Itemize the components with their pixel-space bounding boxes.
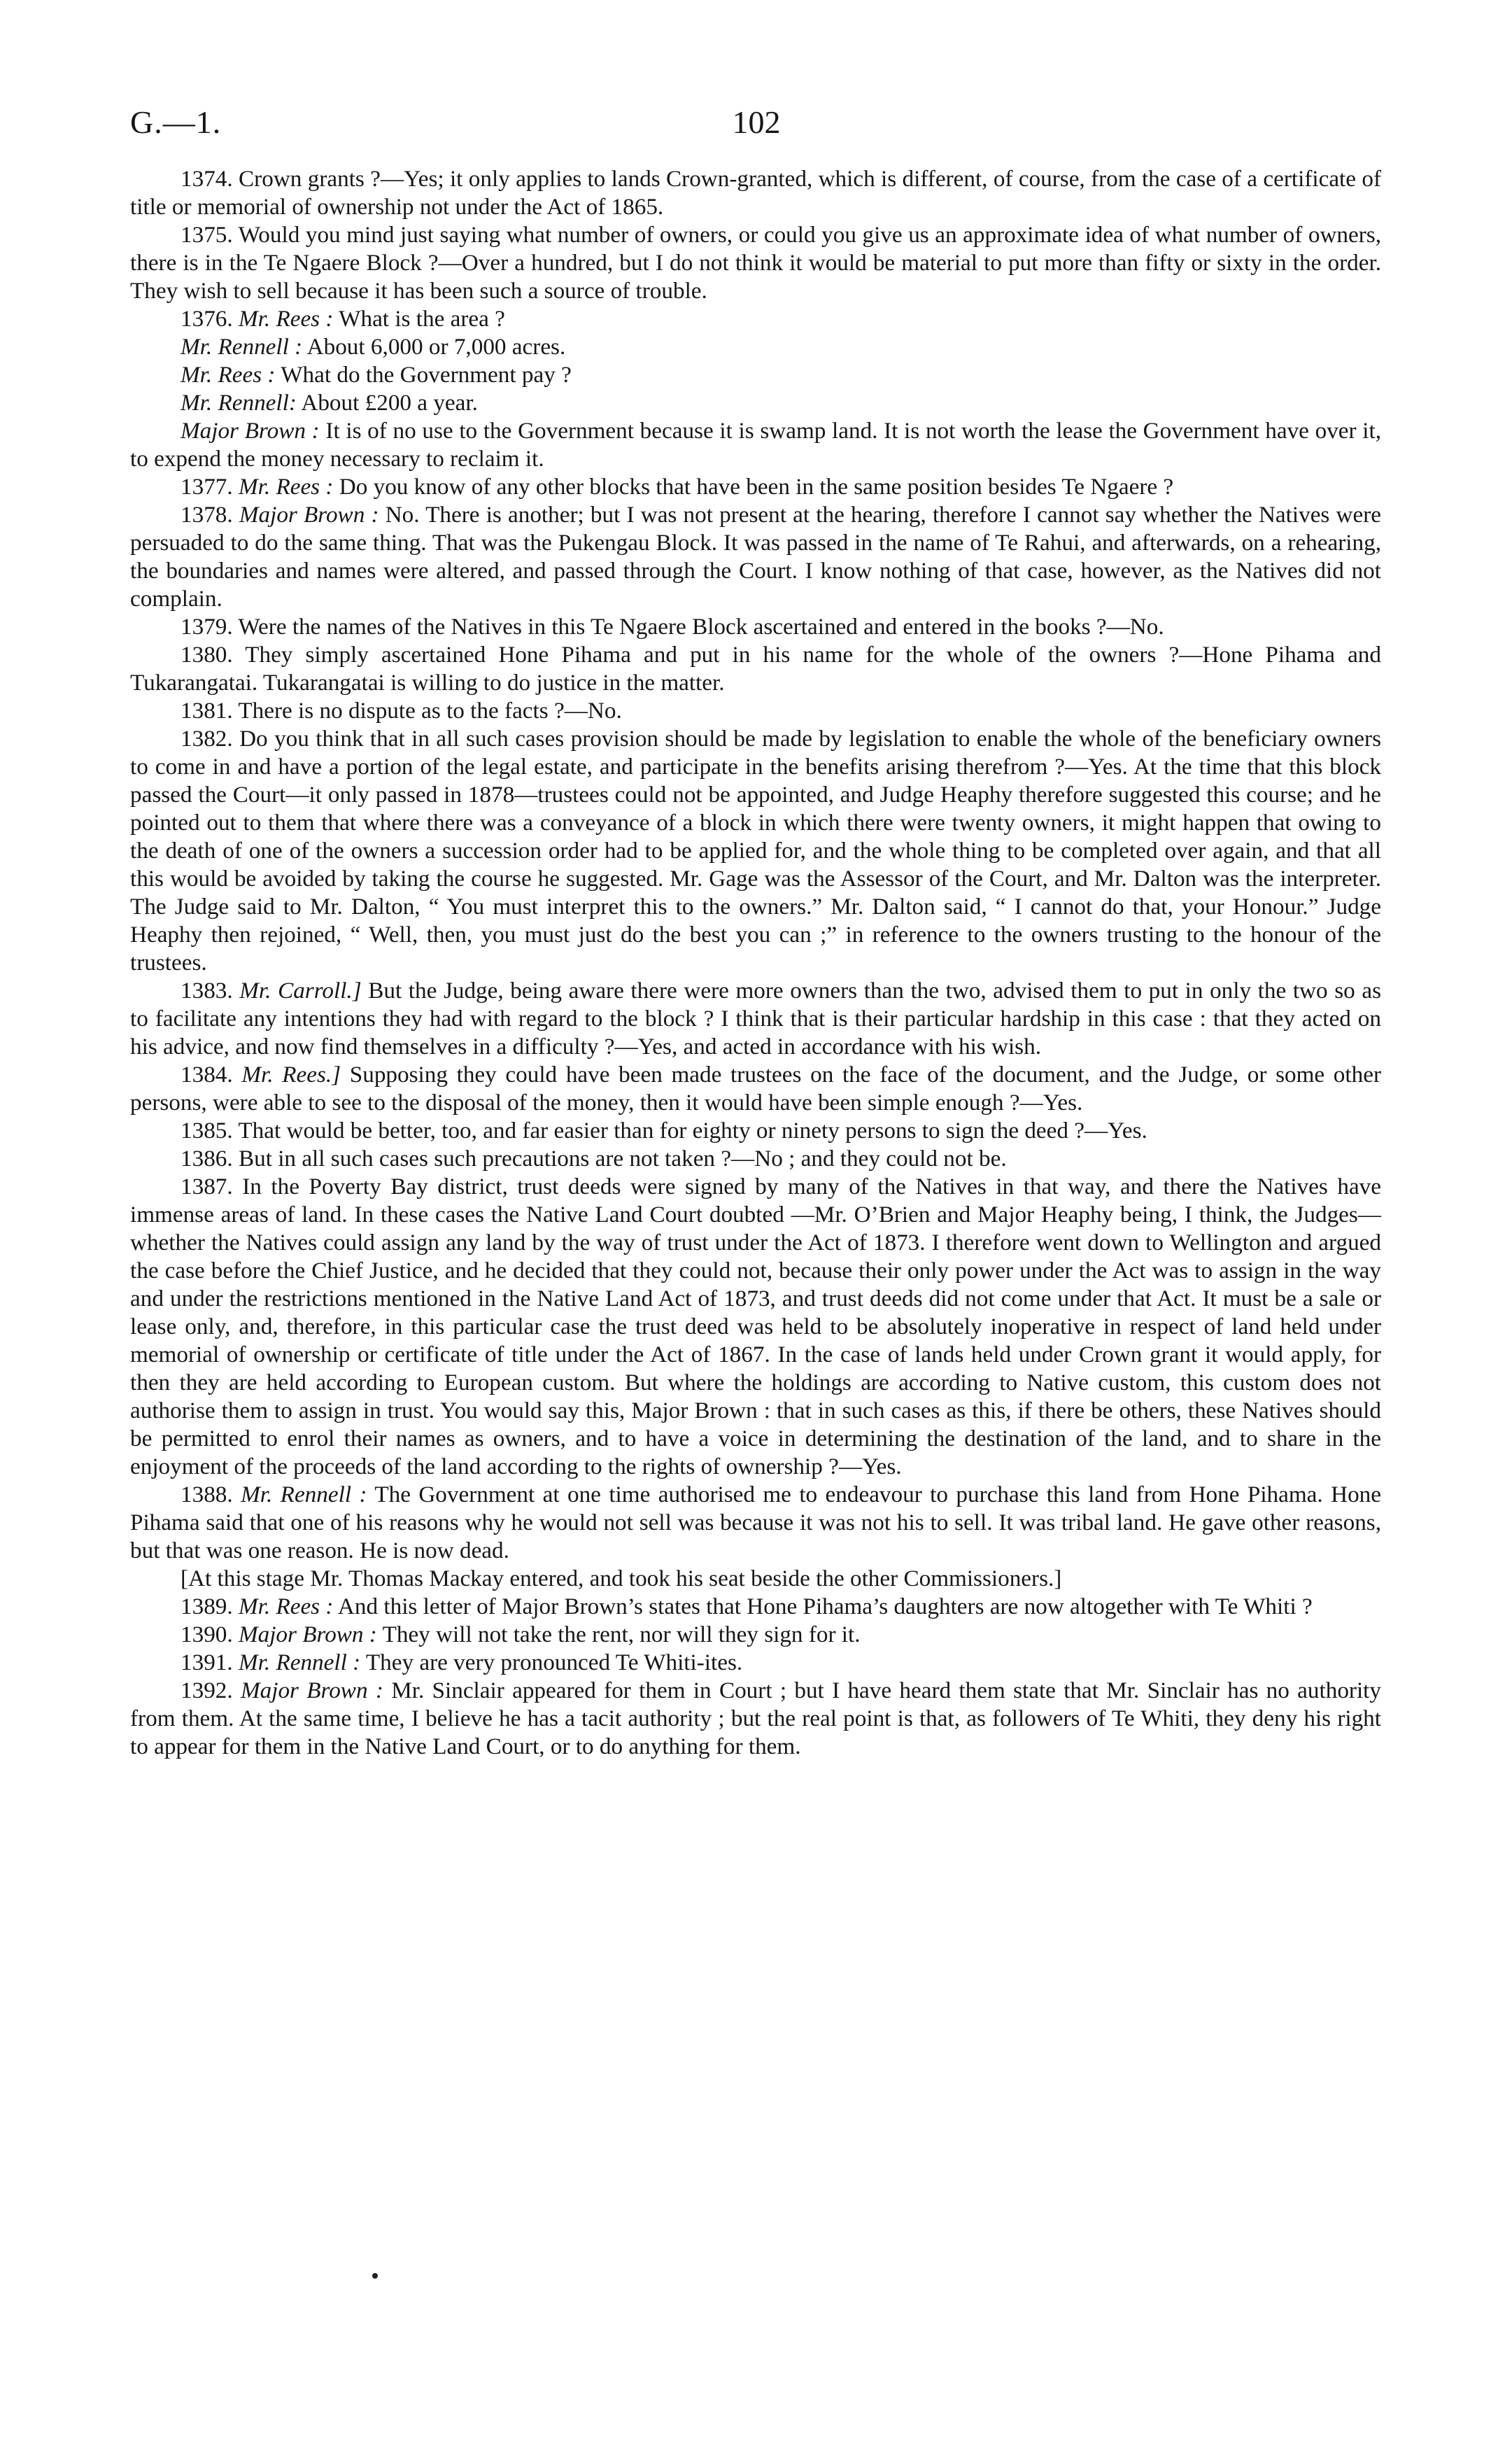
speaker-name: Mr. Rees : (181, 362, 276, 388)
question-number: 1385. (181, 1118, 233, 1144)
question-number: 1380. (181, 642, 233, 668)
paragraph-text: Do you think that in all such cases provision should be made by legislation to enable the whole of the beneficiary owners to come in and have a portion of the legal estate, and participate in the benefits arising therefrom ?—Yes. At the time that this block passed the Court—it only passed in 1878—trustees could not be appointed, and Judge Heaphy therefore suggested this course; and he pointed out to them that where there was a conveyance of a block in which there were twenty owners, it might happen that owing to the death of one of the owners a succession order had to be applied for, and the whole thing to be completed over again, and that all this would be avoided by taking the course he suggested. Mr. Gage was the Assessor of the Court, and Mr. Dalton was the interpreter. The Judge said to Mr. Dalton, “ You must interpret this to the owners.” Mr. Dalton said, “ I cannot do that, your Honour.” Judge Heaphy then rejoined, “ Well, then, you must just do the best you can ;” in reference to the owners trusting to the honour of the trustees. (130, 726, 1381, 976)
speaker-name: Mr. Rees : (238, 474, 334, 500)
paragraph-text: They simply ascertained Hone Pihama and put in his name for the whole of the owners ?—Hone Pihama and Tukarangatai. Tukarangatai is willing to do justice in the matter. (130, 642, 1381, 696)
paragraph-text: Crown grants ?—Yes; it only applies to lands Crown-granted, which is different, of course, from the case of a certificate of title or memorial of ownership not under the Act of 1865. (130, 166, 1382, 220)
question-paragraph (130, 1593, 1381, 1621)
paragraph-text: There is no dispute as to the facts ?—No. (238, 698, 622, 724)
question-number: 1376. (181, 306, 233, 332)
stray-mark (372, 2273, 378, 2279)
question-paragraph (130, 333, 1381, 361)
question-number: 1390. (181, 1622, 233, 1647)
question-paragraph (130, 641, 1381, 697)
speaker-name: Major Brown : (238, 1622, 377, 1647)
page-header (130, 104, 1383, 146)
paragraph-text: What do the Government pay ? (281, 362, 572, 388)
question-paragraph (130, 361, 1381, 389)
question-number: 1389. (181, 1594, 233, 1619)
question-paragraph (130, 613, 1381, 641)
paragraph-text: They will not take the rent, nor will they sign for it. (382, 1622, 861, 1647)
question-number: 1384. (181, 1062, 233, 1088)
paragraph-text: But the Judge, being aware there were more owners than the two, advised them to put in only the two so as to facilitate any intentions they had with regard to the block ? I think that is their particular hardship in this case : that they acted on his advice, and now find themselves in a difficulty ?—Yes, and acted in accordance with his wish. (130, 978, 1381, 1060)
question-paragraph (130, 389, 1381, 417)
page-number: 102 (732, 104, 781, 140)
speaker-name: Mr. Rees : (238, 1594, 334, 1619)
speaker-name: Mr. Rennell : (238, 1649, 361, 1675)
paragraph-text: Mr. Sinclair appeared for them in Court ; but I have heard them state that Mr. Sinclair has no authority from them. At the same time, I believe he has a tacit authority ; but the real point is that, as followers of Te Whiti, they deny his right to appear for them in the Native Land Court, or to do anything for them. (130, 1677, 1382, 1759)
paragraph-text: What is the area ? (339, 306, 505, 332)
question-number: 1391. (181, 1649, 233, 1675)
question-paragraph (130, 1677, 1381, 1761)
paragraph-text: About £200 a year. (301, 390, 478, 416)
question-number: 1379. (181, 614, 233, 640)
question-paragraph (130, 501, 1381, 613)
paragraph-text: About 6,000 or 7,000 acres. (306, 334, 566, 360)
paragraph-text: That would be better, too, and far easier than for eighty or ninety persons to sign the deed ?—Yes. (238, 1118, 1147, 1144)
paragraph-text: And this letter of Major Brown’s states that Hone Pihama’s daughters are now altogether with Te Whiti ? (337, 1594, 1313, 1619)
paragraph-text: Supposing they could have been made trustees on the face of the document, and the Judge, or some other persons, were able to see to the disposal of the money, then it would have been simple enough ?—Yes. (130, 1062, 1381, 1116)
question-number: 1381. (181, 698, 233, 724)
question-paragraph (130, 697, 1381, 725)
question-paragraph (130, 473, 1381, 501)
paragraph-text: [At this stage Mr. Thomas Mackay entered, and took his seat beside the other Commissioners.] (181, 1566, 1062, 1591)
paragraph-text: Would you mind just saying what number of owners, or could you give us an approximate idea of what number of owners, there is in the Te Ngaere Block ?—Over a hundred, but I do not think it would be material to put more than fifty or sixty in the order. They wish to sell because it has been such a source of trouble. (130, 222, 1381, 304)
question-paragraph (130, 221, 1381, 305)
paragraph-text: But in all such cases such precautions are not taken ?—No ; and they could not be. (238, 1146, 1007, 1172)
question-number: 1377. (181, 474, 233, 500)
question-paragraph (130, 1117, 1381, 1145)
paragraph-text: No. There is another; but I was not present at the hearing, therefore I cannot say whether the Natives were persuaded to do the same thing. That was the Pukengau Block. It was passed in the name of Te Rahui, and afterwards, on a rehearing, the boundaries and names were altered, and passed through the Court. I know nothing of that case, however, as the Natives did not complain. (130, 502, 1381, 612)
question-paragraph (130, 1145, 1381, 1173)
question-number: 1383. (181, 978, 233, 1004)
question-number: 1374. (181, 166, 233, 192)
question-paragraph (130, 1061, 1381, 1117)
question-paragraph (130, 1565, 1381, 1593)
speaker-name: Major Brown : (181, 418, 320, 444)
question-paragraph (130, 305, 1381, 333)
speaker-name: Major Brown : (240, 1677, 383, 1703)
speaker-name: Mr. Rees : (238, 306, 334, 332)
question-paragraph (130, 725, 1381, 977)
question-paragraph (130, 1481, 1381, 1565)
question-paragraph (130, 165, 1381, 221)
question-number: 1388. (181, 1482, 233, 1507)
speaker-name: Mr. Rennell: (181, 390, 297, 416)
question-number: 1378. (181, 502, 233, 528)
speaker-name: Mr. Rennell : (241, 1482, 367, 1507)
question-number: 1392. (181, 1677, 233, 1703)
question-number: 1386. (181, 1146, 233, 1172)
document-code: G.—1. (130, 104, 222, 140)
speaker-name: Mr. Rees.] (241, 1062, 341, 1088)
paragraph-text: In the Poverty Bay district, trust deeds were signed by many of the Natives in that way, and there the Natives have immense areas of land. In these cases the Native Land Court doubted —Mr. O’Brien and Major Heaphy being, I think, the Judges—whether the Natives could assign any land by the way of trust under the Act of 1873. I therefore went down to Wellington and argued the case before the Chief Justice, and he decided that they could not, because their only power under the Act was to assign in the way and under the restrictions mentioned in the Native Land Act of 1873, and trust deeds did not come under that Act. It must be a sale or lease only, and, therefore, in this particular case the trust deed was held to be absolutely inoperative in respect of land held under memorial of ownership or certificate of title under the Act of 1867. In the case of lands held under Crown grant it would apply, for then they are held according to European custom. But where the holdings are according to Native custom, this custom does not authorise them to assign in trust. You would say this, Major Brown : that in such cases as this, if there be others, these Natives should be permitted to enrol their names as owners, and to have a voice in determining the destination of the land, and to share in the enjoyment of the proceeds of the land according to the rights of ownership ?—Yes. (130, 1174, 1381, 1479)
paragraph-text: It is of no use to the Government because it is swamp land. It is not worth the lease the Government have over it, to expend the money necessary to reclaim it. (130, 418, 1381, 472)
speaker-name: Mr. Carroll.] (239, 978, 362, 1004)
question-number: 1382. (181, 726, 233, 752)
question-paragraph (130, 417, 1381, 473)
speaker-name: Mr. Rennell : (181, 334, 303, 360)
question-paragraph (130, 977, 1381, 1061)
paragraph-text: Were the names of the Natives in this Te Ngaere Block ascertained and entered in the books ?—No. (238, 614, 1164, 640)
question-paragraph (130, 1621, 1381, 1649)
question-number: 1375. (181, 222, 233, 248)
question-paragraph (130, 1649, 1381, 1677)
question-paragraph (130, 1173, 1381, 1481)
speaker-name: Major Brown : (239, 502, 379, 528)
question-number: 1387. (181, 1174, 233, 1200)
paragraph-text: The Government at one time authorised me to endeavour to purchase this land from Hone Pihama. Hone Pihama said that one of his reasons why he would not sell was because it was not his to sell. It was tribal land. He gave other reasons, but that was one reason. He is now dead. (130, 1482, 1382, 1563)
paragraph-text: They are very pronounced Te Whiti-ites. (365, 1649, 743, 1675)
paragraph-text: Do you know of any other blocks that have been in the same position besides Te Ngaere ? (339, 474, 1174, 500)
transcript-body (130, 165, 1381, 1761)
